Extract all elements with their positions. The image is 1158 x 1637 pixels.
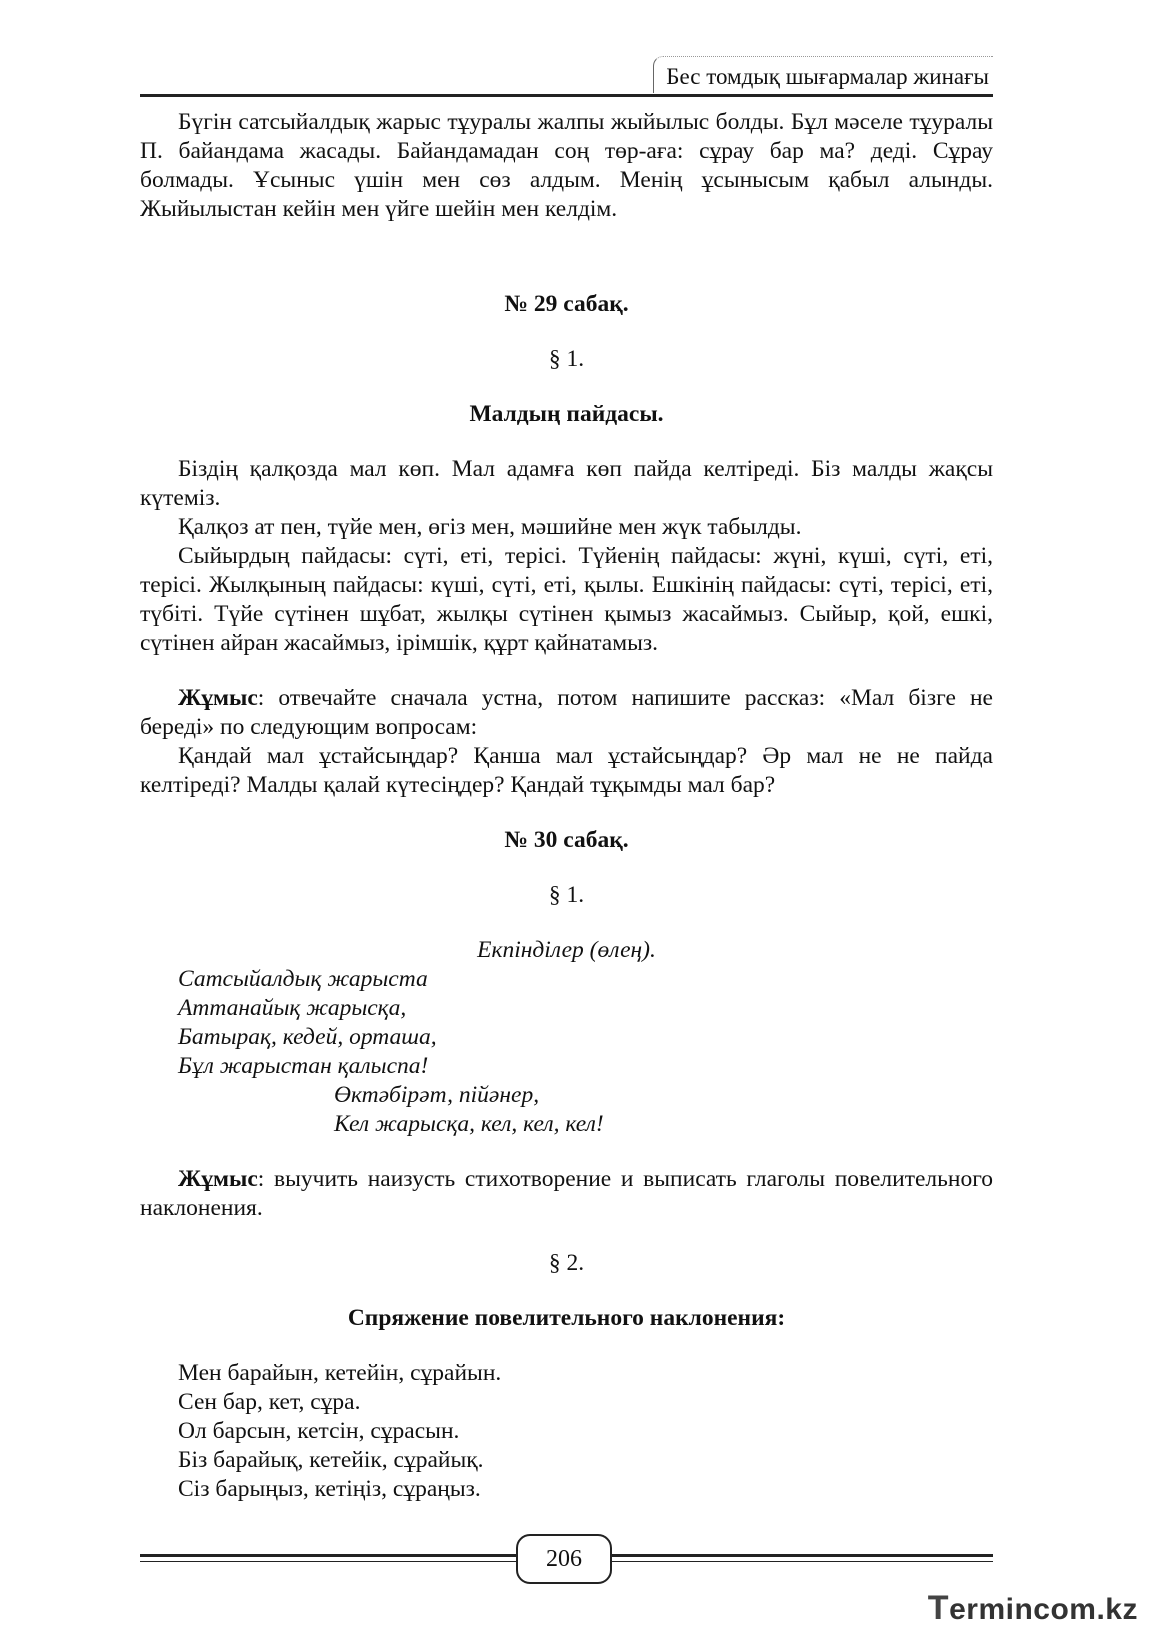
lesson-29-paragraph-1: Біздің қалқозда мал көп. Мал адамға көп пайда келтіреді. Біз малды жақсы күтеміз. xyxy=(140,456,993,511)
conjugation-title: Спряжение повелительного наклонения: xyxy=(347,1305,786,1331)
poem xyxy=(178,965,993,1139)
poem-line: Сатсыйалдық жарыста xyxy=(178,966,428,992)
poem-refrain-line: Кел жарысқа, кел, кел, кел! xyxy=(334,1111,604,1137)
poem-refrain-line: Өктәбірәт, пійәнер, xyxy=(334,1082,540,1108)
poem-title: Екпінділер (өлең). xyxy=(477,937,656,963)
lesson-29-task xyxy=(140,684,993,742)
lesson-29-subtitle: Малдың пайдасы. xyxy=(469,401,664,427)
lesson-30-section-1: § 1. xyxy=(548,882,585,908)
lesson-30-task xyxy=(140,1165,993,1223)
task-label: Жұмыс xyxy=(178,685,258,711)
conjugation-list xyxy=(178,1359,993,1504)
page-number: 206 xyxy=(516,1534,612,1584)
poem-line: Бұл жарыстан қалыспа! xyxy=(178,1053,429,1079)
task-text: : выучить наизусть стихотворение и выписать глаголы повелительного наклонения. xyxy=(140,1166,993,1221)
poem-line: Батырақ, кедей, орташа, xyxy=(178,1024,437,1050)
lesson-29-questions: Қандай мал ұстайсыңдар? Қанша мал ұстайсыңдар? Әр мал не не пайда келтіреді? Малды қалай күтесіңдер? Қандай тұқымды мал бар? xyxy=(140,743,993,798)
terminkom-logo: Termincom.kz xyxy=(927,1589,1138,1627)
book-title: Бес томдық шығармалар жинағы xyxy=(653,56,993,93)
running-header xyxy=(140,56,993,97)
conjugation-line: Ол барсын, кетсін, сұрасын. xyxy=(178,1418,460,1444)
lesson-29-paragraph-2: Қалқоз ат пен, түйе мен, өгіз мен, мәшийне мен жүк табылды. xyxy=(178,514,802,540)
task-label: Жұмыс xyxy=(178,1166,258,1192)
lesson-30-section-2: § 2. xyxy=(548,1250,585,1276)
intro-paragraph: Бүгін сатсыйалдық жарыс тұуралы жалпы жыйылыс болды. Бұл мәселе тұуралы П. байандама жасады. Байандамадан соң төр-аға: сұрау бар ма? деді. Сұрау болмады. Ұсыныс үшін мен сөз алдым. Менің ұсынысым қабыл алынды. Жыйылыстан кейін мен үйге шейін мен келдім. xyxy=(140,109,993,222)
conjugation-line: Сіз барыңыз, кетіңіз, сұраңыз. xyxy=(178,1476,481,1502)
lesson-30-title: № 30 сабақ. xyxy=(504,827,629,853)
lesson-29-paragraph-3: Сыйырдың пайдасы: сүті, еті, терісі. Түйенің пайдасы: жүні, күші, сүті, еті, терісі. Жылқының пайдасы: күші, сүті, еті, қылы. Ешкінің пайдасы: сүті, терісі, еті, түбіті. Түйе сүтінен шұбат, жылқы сүтінен қымыз жасаймыз. Сыйыр, қой, ешкі, сүтінен айран жасаймыз, ірімшік, құрт қайнатамыз. xyxy=(140,543,993,656)
lesson-29-section: § 1. xyxy=(548,346,585,372)
poem-line: Аттанайық жарысқа, xyxy=(178,995,407,1021)
conjugation-line: Біз барайық, кетейік, сұрайық. xyxy=(178,1447,484,1473)
task-text: : отвечайте сначала устна, потом напишите рассказ: «Мал бізге не береді» по следующим вопросам: xyxy=(140,685,993,740)
conjugation-line: Сен бар, кет, сұра. xyxy=(178,1389,361,1415)
conjugation-line: Мен барайын, кетейін, сұрайын. xyxy=(178,1360,502,1386)
page-footer xyxy=(140,1534,993,1574)
page-content xyxy=(140,108,993,1504)
lesson-29-title: № 29 сабақ. xyxy=(504,291,629,317)
